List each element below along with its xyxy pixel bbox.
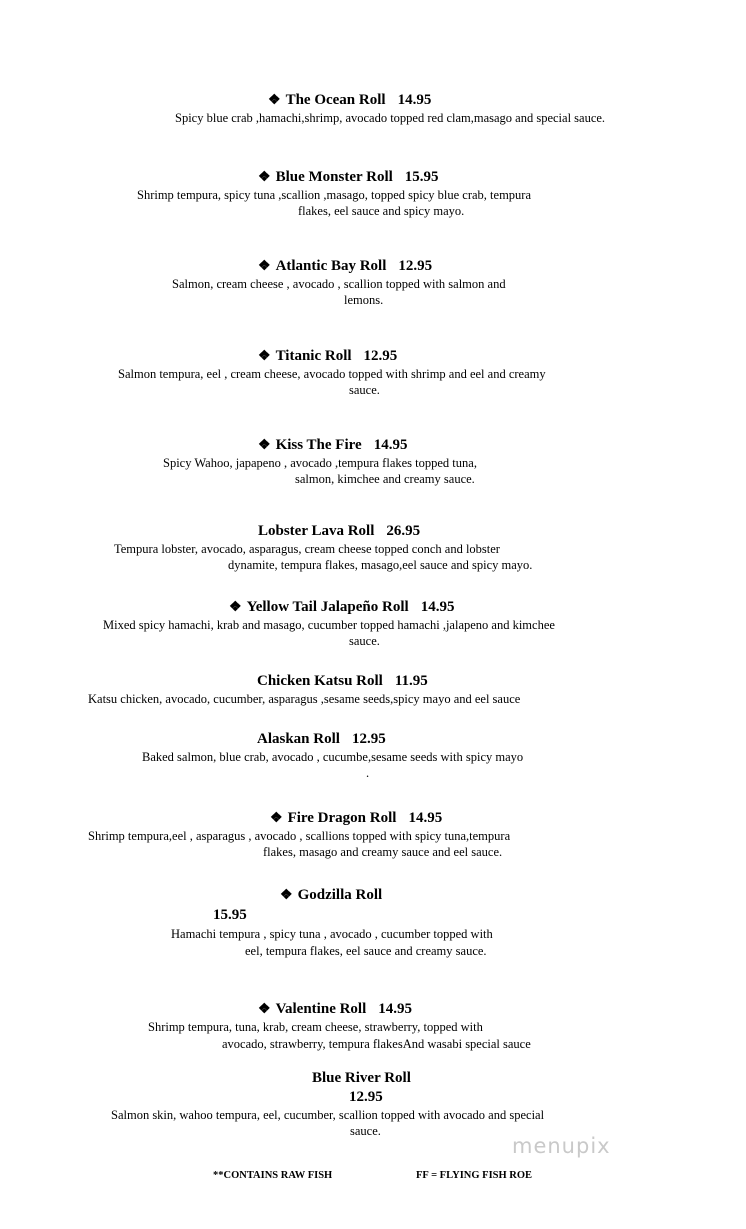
item-price: 12.95 — [398, 258, 433, 274]
menu-item-title — [258, 348, 397, 365]
item-description: . — [366, 766, 370, 780]
diamond-bullet-icon: ❖ — [258, 438, 271, 453]
item-price: 14.95 — [397, 92, 432, 108]
item-name: Atlantic Bay Roll — [275, 258, 387, 274]
menu-item-title — [229, 599, 454, 616]
menu-item-title — [312, 1070, 411, 1087]
menu-item-title — [280, 887, 382, 904]
item-price: 12.95 — [351, 731, 386, 747]
menupix-watermark: menupix — [512, 1134, 611, 1158]
item-name: Fire Dragon Roll — [287, 810, 397, 826]
item-description: Spicy blue crab ,hamachi,shrimp, avocado topped red clam,masago and special sauce. — [175, 111, 606, 125]
item-name: Chicken Katsu Roll — [257, 673, 383, 689]
item-description: lemons. — [344, 293, 384, 307]
diamond-bullet-icon: ❖ — [270, 811, 283, 826]
item-description: Shrimp tempura, tuna, krab, cream cheese, strawberry, topped with — [148, 1020, 483, 1034]
item-description: Hamachi tempura , spicy tuna , avocado , cucumber topped with — [171, 927, 493, 941]
item-description: Shrimp tempura,eel , asparagus , avocado , scallions topped with spicy tuna,tempura — [88, 829, 511, 843]
item-description: eel, tempura flakes, eel sauce and creamy sauce. — [245, 944, 487, 958]
item-description: sauce. — [349, 634, 380, 648]
menu-item-title — [258, 1001, 412, 1018]
menu-item-title — [257, 673, 428, 690]
item-name: Titanic Roll — [275, 348, 352, 364]
diamond-bullet-icon: ❖ — [280, 888, 293, 903]
item-description: sauce. — [350, 1124, 381, 1138]
diamond-bullet-icon: ❖ — [258, 259, 271, 274]
diamond-bullet-icon: ❖ — [258, 170, 271, 185]
menu-item-title — [268, 92, 431, 109]
item-price: 15.95 — [213, 907, 247, 923]
item-description: salmon, kimchee and creamy sauce. — [295, 472, 475, 486]
diamond-bullet-icon: ❖ — [258, 1002, 271, 1017]
item-price: 26.95 — [386, 523, 421, 539]
item-name: Lobster Lava Roll — [258, 523, 375, 539]
item-name: Godzilla Roll — [297, 887, 383, 903]
menu-item-title — [258, 169, 439, 186]
item-price: 14.95 — [378, 1001, 413, 1017]
item-name: Blue Monster Roll — [275, 169, 393, 185]
item-description: Salmon skin, wahoo tempura, eel, cucumber, scallion topped with avocado and special — [111, 1108, 545, 1122]
item-price: 12.95 — [363, 348, 398, 364]
diamond-bullet-icon: ❖ — [258, 349, 271, 364]
item-price: 14.95 — [373, 437, 408, 453]
menu-item-title — [257, 731, 386, 748]
item-price: 14.95 — [420, 599, 455, 615]
item-description: flakes, masago and creamy sauce and eel sauce. — [263, 845, 503, 859]
item-price: 14.95 — [408, 810, 443, 826]
item-name: The Ocean Roll — [285, 92, 386, 108]
item-description: Spicy Wahoo, japapeno , avocado ,tempura flakes topped tuna, — [163, 456, 477, 470]
item-name: Alaskan Roll — [257, 731, 340, 747]
item-description: Baked salmon, blue crab, avocado , cucumbe,sesame seeds with spicy mayo — [142, 750, 524, 764]
item-name: Yellow Tail Jalapeño Roll — [246, 599, 409, 615]
item-name: Valentine Roll — [275, 1001, 367, 1017]
item-description: Salmon, cream cheese , avocado , scallion topped with salmon and — [172, 277, 506, 291]
item-description: Shrimp tempura, spicy tuna ,scallion ,masago, topped spicy blue crab, tempura — [137, 188, 532, 202]
item-description: sauce. — [349, 383, 380, 397]
menu-item-title — [258, 437, 407, 454]
item-name: Blue River Roll — [312, 1070, 411, 1086]
item-price: 11.95 — [394, 673, 428, 689]
diamond-bullet-icon: ❖ — [229, 600, 242, 615]
item-description: avocado, strawberry, tempura flakesAnd wasabi special sauce — [222, 1037, 531, 1051]
item-name: Kiss The Fire — [275, 437, 362, 453]
diamond-bullet-icon: ❖ — [268, 93, 281, 108]
item-description: Katsu chicken, avocado, cucumber, asparagus ,sesame seeds,spicy mayo and eel sauce — [88, 692, 521, 706]
item-description: flakes, eel sauce and spicy mayo. — [298, 204, 465, 218]
menu-item-title — [258, 258, 432, 275]
item-description: dynamite, tempura flakes, masago,eel sauce and spicy mayo. — [228, 558, 533, 572]
menu-item-title — [258, 523, 420, 540]
footer-flying-fish-note: FF = FLYING FISH ROE — [416, 1170, 533, 1181]
item-price: 15.95 — [404, 169, 439, 185]
footer-raw-fish-note: **CONTAINS RAW FISH — [213, 1170, 333, 1181]
menu-item-title — [270, 810, 442, 827]
item-description: Salmon tempura, eel , cream cheese, avocado topped with shrimp and eel and creamy — [118, 367, 546, 381]
item-description: Tempura lobster, avocado, asparagus, cream cheese topped conch and lobster — [114, 542, 500, 556]
item-description: Mixed spicy hamachi, krab and masago, cucumber topped hamachi ,jalapeno and kimchee — [103, 618, 555, 632]
item-price: 12.95 — [349, 1089, 383, 1105]
